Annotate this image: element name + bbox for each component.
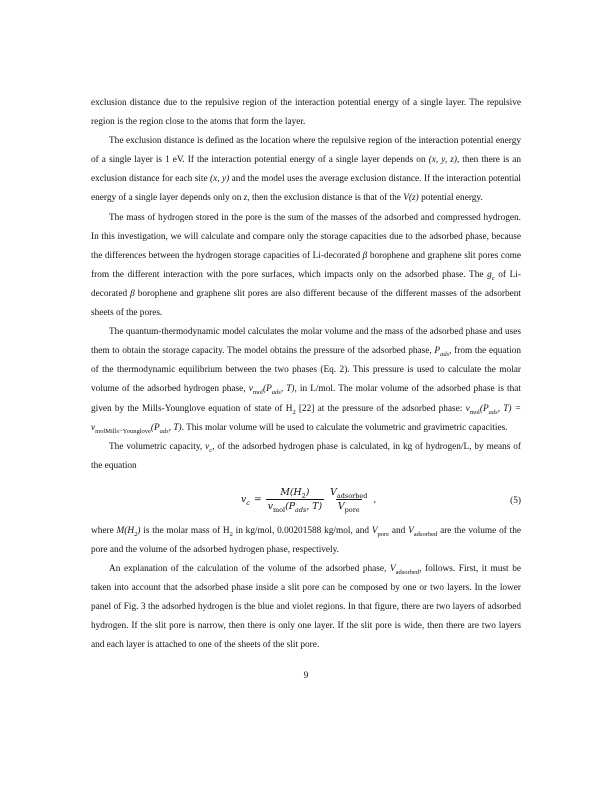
equation-lhs: $v_c$ [241, 494, 250, 508]
equation-5 [91, 480, 521, 520]
paragraph-6: where $M(H_2)$ is the molar mass of $H_2$ in kg/mol, 0.00201588 kg/mol, and $V_{pore}$ and $V_{adsorbed}$ are the volume of the pore and the volume of the adsorbed hydrogen phase, respectively. [91, 525, 521, 555]
page-body [91, 94, 521, 656]
paragraph-3: The mass of hydrogen stored in the pore is the sum of the masses of the adsorbed and compressed hydrogen. In this investigation, we will calculate and compare only the storage capacities due to the adsorbed phase, because the differences between the hydrogen storage capacities of Li-decorated β borophene and graphene slit pores come from the different interaction with the pore surfaces, which impacts only on the adsorbed phase. The $g_c$ of Li-decorated β borophene and graphene slit pores are also different because of the different masses of the adsorbent sheets of the pores. [91, 212, 521, 319]
fraction-volume-ratio: $\frac{V_{adsorbed}}{V_{pore}}$ [330, 487, 368, 515]
paragraph-2: The exclusion distance is defined as the location where the repulsive region of the interaction potential energy of a single layer is 1 eV. If the interaction potential energy of a single layer depends on (x, y, z), then there is an exclusion distance for each site (x, y) and the model uses the average exclusion distance. If the interaction potential energy of a single layer depends only on z, then the exclusion distance is that of the V(z) potential energy. [91, 136, 521, 204]
equation-equals: = [253, 494, 262, 506]
fraction-molar-mass: $\frac{M(H_2)}{v_{mol}(P_{ads}, T)}$ [267, 487, 323, 515]
page-number: 9 [303, 671, 309, 681]
equation-number: (5) [510, 495, 521, 506]
paragraph-1: exclusion distance due to the repulsive region of the interaction potential energy of a single layer. The repulsive region is the region close to the atoms that form the layer. [91, 98, 521, 128]
equation-comma: , [373, 494, 377, 506]
paragraph-5: The volumetric capacity, $v_c$, of the adsorbed hydrogen phase is calculated, in kg of hydrogen/L, by means of the equation [91, 441, 521, 471]
equation-body [241, 480, 376, 520]
paragraph-4: The quantum-thermodynamic model calculates the molar volume and the mass of the adsorbed phase and uses them to obtain the storage capacity. The model obtains the pressure of the adsorbed phase, $P_{ads}$, from the equation of the thermodynamic equilibrium between the two phases (Eq. 2). This pressure is used to calculate the molar volume of the adsorbed hydrogen phase, $v_{mol}(P_{ads}$, T), in L/mol. The molar volume of the adsorbed phase is that given by the Mills-Younglove equation of state of $H_2$ [22] at the pressure of the adsorbed phase: $v_{mol}(P_{ads}$, $T) = v_{molMills-Younglove}(P_{ads}$, T). This molar volume will be used to calculate the volumetric and gravimetric capacities. [91, 327, 521, 435]
paragraph-7: An explanation of the calculation of the volume of the adsorbed phase, $V_{adsorbed}$, follows. First, it must be taken into account that the adsorbed phase inside a slit pore can be composed by one or two layers. In the lower panel of Fig. 3 the adsorbed hydrogen is the blue and violet regions. In that figure, there are two layers of adsorbed hydrogen. If the slit pore is narrow, then there is only one layer. If the slit pore is wide, then there are two layers and each layer is attached to one of the sheets of the slit pore. [91, 564, 521, 651]
